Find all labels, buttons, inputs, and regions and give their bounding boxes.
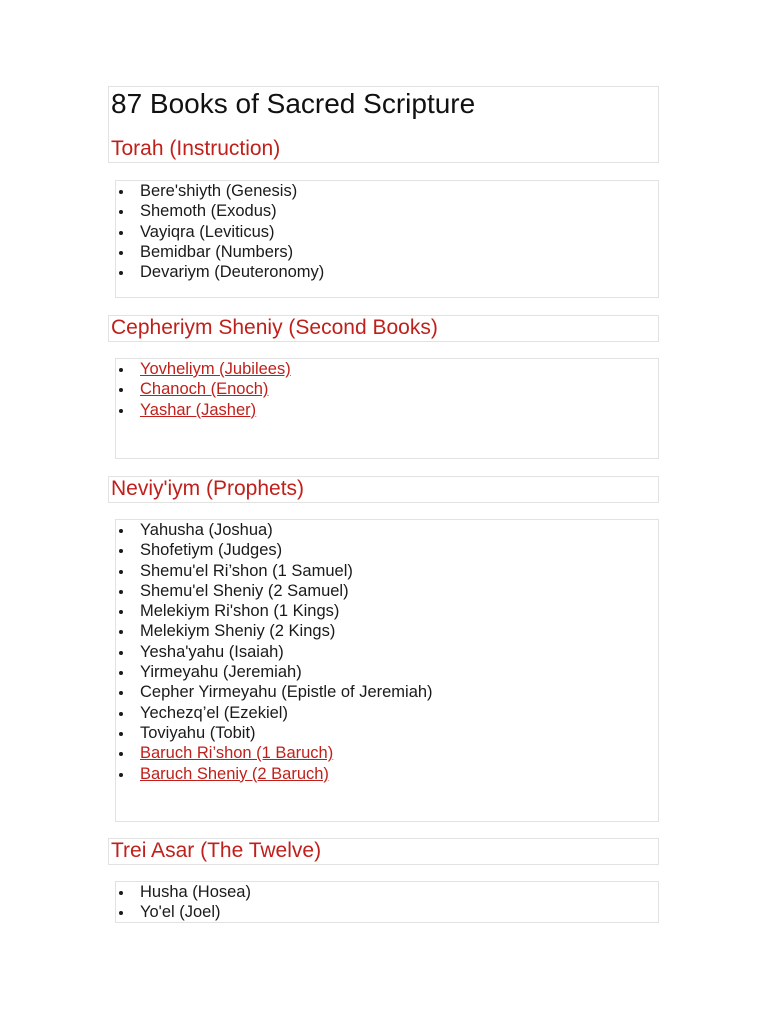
list-item bbox=[116, 882, 251, 902]
book-link[interactable]: Chanoch (Enoch) bbox=[140, 380, 269, 399]
list-second-books bbox=[115, 358, 659, 459]
book-name: Bere'shiyth (Genesis) bbox=[140, 182, 298, 200]
list-torah bbox=[115, 180, 659, 298]
book-link[interactable]: Baruch Sheniy (2 Baruch) bbox=[140, 764, 329, 783]
book-list bbox=[116, 882, 251, 923]
list-item bbox=[116, 561, 433, 581]
list-item bbox=[116, 662, 433, 682]
list-item bbox=[116, 703, 433, 723]
list-item bbox=[116, 902, 251, 922]
list-item bbox=[116, 262, 324, 282]
book-name: Yechezq’el (Ezekiel) bbox=[140, 703, 288, 722]
list-the-twelve bbox=[115, 881, 659, 923]
book-name: Cepher Yirmeyahu (Epistle of Jeremiah) bbox=[140, 683, 433, 702]
list-item bbox=[116, 379, 291, 399]
page-title: 87 Books of Sacred Scripture bbox=[111, 88, 476, 119]
list-item bbox=[116, 682, 433, 702]
book-name: Shemu'el Ri’shon (1 Samuel) bbox=[140, 561, 353, 580]
book-name: Yahusha (Joshua) bbox=[140, 521, 273, 539]
list-item bbox=[116, 601, 433, 621]
book-link[interactable]: Yashar (Jasher) bbox=[140, 400, 257, 419]
list-item bbox=[116, 222, 324, 242]
book-name: Shofetiym (Judges) bbox=[140, 541, 283, 560]
list-item bbox=[116, 400, 291, 420]
list-item bbox=[116, 621, 433, 641]
book-list bbox=[116, 520, 433, 784]
list-item bbox=[116, 723, 433, 743]
section-heading-the-twelve: Trei Asar (The Twelve) bbox=[111, 839, 322, 862]
list-item bbox=[116, 581, 433, 601]
book-name: Husha (Hosea) bbox=[140, 883, 251, 901]
list-item bbox=[116, 201, 324, 221]
list-item bbox=[116, 181, 324, 201]
book-name: Shemoth (Exodus) bbox=[140, 202, 277, 221]
book-name: Yesha'yahu (Isaiah) bbox=[140, 642, 284, 661]
list-item bbox=[116, 540, 433, 560]
book-link[interactable]: Yovheliym (Jubilees) bbox=[140, 360, 291, 378]
section-header-the-twelve bbox=[108, 838, 659, 865]
section-heading-torah: Torah (Instruction) bbox=[111, 137, 281, 160]
list-item bbox=[116, 359, 291, 379]
section-header-second-books bbox=[108, 315, 659, 342]
book-name: Yo'el (Joel) bbox=[140, 903, 221, 922]
book-list bbox=[116, 359, 291, 420]
list-item bbox=[116, 520, 433, 540]
book-name: Melekiym Sheniy (2 Kings) bbox=[140, 622, 336, 641]
book-name: Vayiqra (Leviticus) bbox=[140, 222, 275, 241]
list-item bbox=[116, 764, 433, 784]
section-heading-second-books: Cepheriym Sheniy (Second Books) bbox=[111, 316, 438, 339]
list-item bbox=[116, 743, 433, 763]
section-heading-prophets: Neviy'iym (Prophets) bbox=[111, 477, 305, 500]
book-name: Yirmeyahu (Jeremiah) bbox=[140, 663, 302, 682]
book-name: Shemu'el Sheniy (2 Samuel) bbox=[140, 581, 349, 600]
book-name: Devariym (Deuteronomy) bbox=[140, 263, 325, 282]
book-list bbox=[116, 181, 324, 282]
book-name: Toviyahu (Tobit) bbox=[140, 723, 256, 742]
list-prophets bbox=[115, 519, 659, 822]
list-item bbox=[116, 642, 433, 662]
section-header-prophets bbox=[108, 476, 659, 503]
book-name: Melekiym Ri'shon (1 Kings) bbox=[140, 602, 340, 621]
title-block bbox=[108, 86, 659, 163]
book-name: Bemidbar (Numbers) bbox=[140, 242, 294, 261]
book-link[interactable]: Baruch Ri’shon (1 Baruch) bbox=[140, 744, 334, 763]
list-item bbox=[116, 242, 324, 262]
